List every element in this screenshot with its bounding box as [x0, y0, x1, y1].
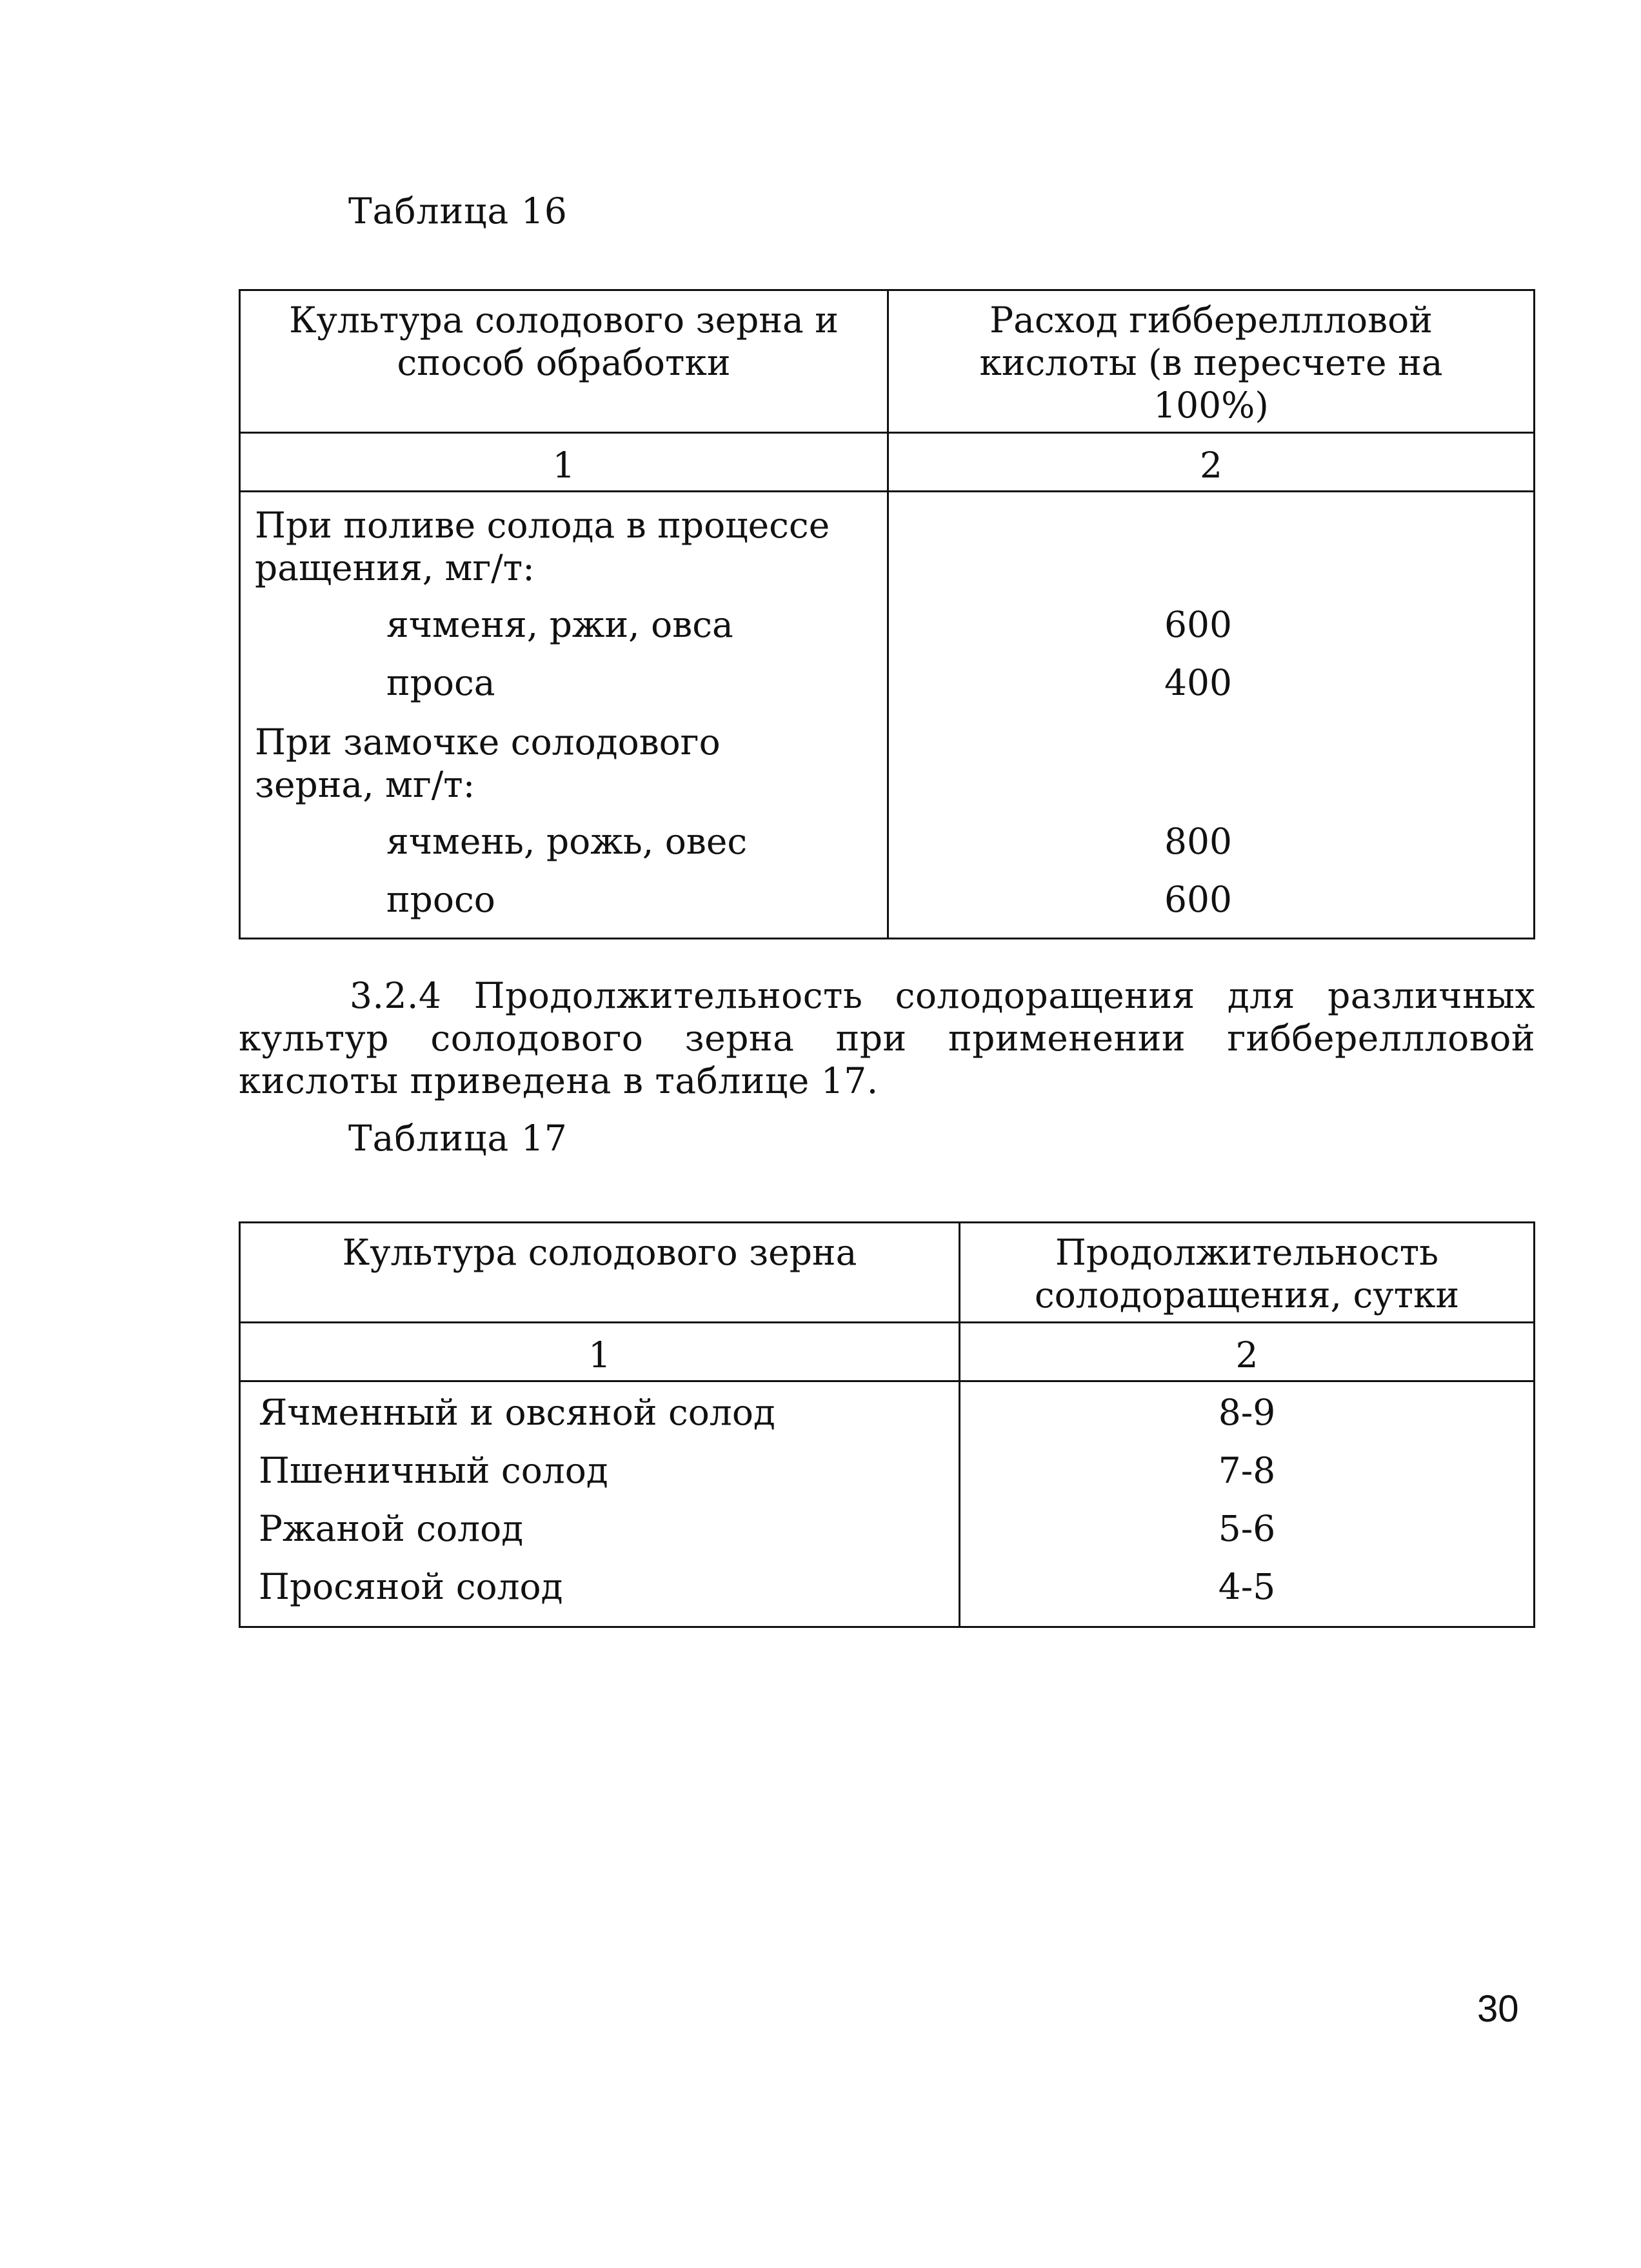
table-17-colnum-2: 2: [960, 1323, 1535, 1381]
table-row: Просяной солод: [240, 1550, 960, 1627]
table-cell-value: 7-8: [960, 1434, 1535, 1492]
table-16-colnum-1: 1: [240, 433, 888, 492]
table-16-colnum-2: 2: [888, 433, 1535, 492]
table-16-group-title: При поливе солода в процессе ращения, мг/т:: [240, 492, 888, 590]
table-17-header-col1: Культура солодового зерна: [240, 1223, 960, 1323]
table-cell-value: 4-5: [960, 1550, 1535, 1627]
table-cell-value: 600: [888, 589, 1535, 646]
table-17-colnum-1: 1: [240, 1323, 960, 1381]
table-16-caption: Таблица 16: [348, 190, 568, 232]
table-row: просо: [240, 863, 888, 939]
table-17: [239, 1221, 1535, 1628]
table-cell-value: 8-9: [960, 1381, 1535, 1434]
table-row: Пшеничный солод: [240, 1434, 960, 1492]
table-17-caption: Таблица 17: [348, 1118, 568, 1159]
table-16-header-col1: Культура солодового зерна и способ обработки: [240, 290, 888, 433]
table-row: ячмень, рожь, овес: [240, 806, 888, 863]
table-cell-value: 5-6: [960, 1492, 1535, 1550]
table-row: проса: [240, 646, 888, 704]
table-row: Ячменный и овсяной солод: [240, 1381, 960, 1434]
table-17-header-col2: Продолжительность солодоращения, сутки: [960, 1223, 1535, 1323]
table-16: [239, 289, 1535, 939]
table-16-group-title: При замочке солодового зерна, мг/т:: [240, 704, 888, 806]
table-cell-value: 600: [888, 863, 1535, 939]
table-row: Ржаной солод: [240, 1492, 960, 1550]
page-number: 30: [1477, 1988, 1519, 2030]
table-cell-value: 400: [888, 646, 1535, 704]
table-16-header-col2: Расход гиббереллловой кислоты (в пересчете на 100%): [888, 290, 1535, 433]
table-cell-value: 800: [888, 806, 1535, 863]
paragraph-3-2-4: 3.2.4 Продолжительность солодоращения для различных культур солодового зерна при применении гиббереллловой кислоты приведена в таблице 17.: [239, 975, 1535, 1101]
table-row: ячменя, ржи, овса: [240, 589, 888, 646]
